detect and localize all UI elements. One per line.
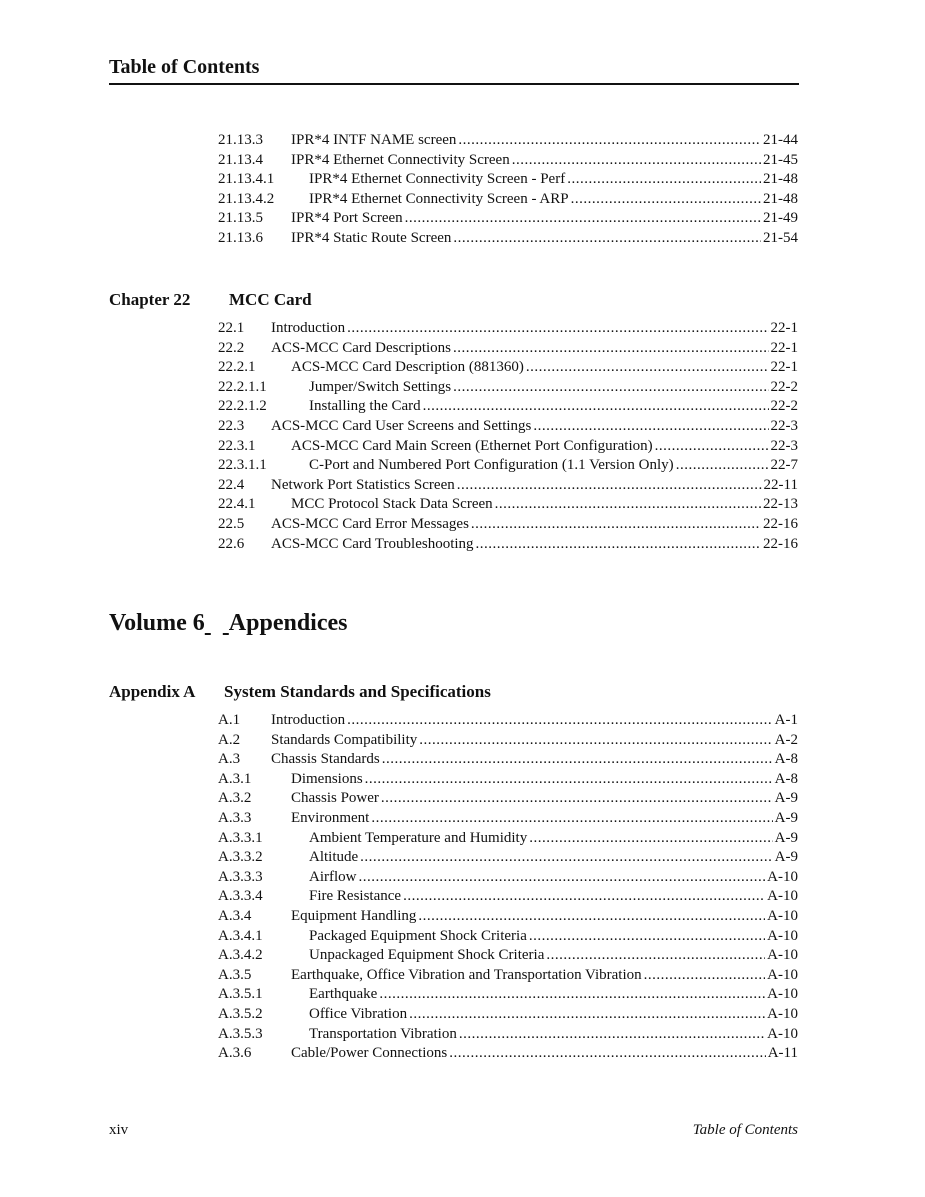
toc-entry-number: A.3.1	[218, 770, 252, 787]
dot-leader	[360, 848, 773, 868]
toc-entry-line	[291, 229, 798, 249]
dot-leader	[347, 711, 773, 731]
toc-entry-title: Transportation Vibration	[309, 1025, 457, 1042]
toc-entry-number: 22.4.1	[218, 496, 256, 513]
toc-entry-title: MCC Protocol Stack Data Screen	[291, 496, 493, 513]
toc-entry[interactable]	[218, 907, 798, 927]
chapter-name: MCC Card	[229, 290, 312, 309]
dot-leader	[495, 495, 761, 515]
dot-leader	[405, 209, 761, 229]
toc-entry-page: A-9	[774, 790, 798, 807]
toc-entry-title: IPR*4 Ethernet Connectivity Screen - ARP	[309, 190, 569, 207]
toc-entry-page: A-10	[767, 1025, 798, 1042]
toc-entry-number: A.3.3.2	[218, 849, 263, 866]
toc-entry-line	[309, 946, 798, 966]
toc-entry-line	[291, 1044, 798, 1064]
toc-entry-title: Introduction	[271, 712, 346, 728]
toc-entry-line	[291, 358, 798, 378]
dot-leader	[676, 456, 769, 476]
toc-entry-title: Network Port Statistics Screen	[271, 476, 455, 493]
toc-entry-page: A-10	[767, 927, 798, 944]
dot-leader	[453, 229, 761, 249]
toc-entry-line	[309, 397, 798, 417]
toc-entry-number: A.3	[218, 751, 241, 768]
toc-entry-line	[271, 339, 798, 359]
toc-entry-title: Introduction	[271, 320, 346, 336]
toc-entry-number: A.3.4.1	[218, 927, 263, 944]
toc-entry-line	[291, 131, 798, 151]
toc-entry-number: 22.2.1.1	[218, 378, 267, 395]
toc-entry-page: 21-45	[763, 151, 798, 168]
toc-entry-page: A-10	[767, 986, 798, 1003]
toc-entry-line	[309, 170, 798, 190]
header-rule	[109, 83, 799, 85]
dot-leader	[403, 887, 765, 907]
toc-block-chapter21	[218, 131, 798, 249]
toc-entry-title: IPR*4 Static Route Screen	[291, 229, 452, 246]
toc-entry-page: 22-1	[770, 320, 798, 336]
toc-entry[interactable]	[218, 339, 798, 359]
toc-entry-page: A-10	[767, 947, 798, 964]
dot-leader	[459, 1025, 765, 1045]
toc-entry[interactable]	[218, 887, 798, 907]
toc-entry-line	[271, 731, 798, 751]
toc-entry-line	[309, 378, 798, 398]
dot-leader	[379, 985, 765, 1005]
toc-entry-number: A.3.2	[218, 790, 252, 807]
toc-entry-line	[271, 535, 798, 555]
toc-entry-number: 22.1	[218, 320, 245, 336]
dot-leader	[347, 319, 768, 339]
toc-entry[interactable]	[218, 770, 798, 790]
toc-entry[interactable]	[218, 1025, 798, 1045]
toc-entry-title: Fire Resistance	[309, 888, 402, 905]
toc-entry-line	[291, 966, 798, 986]
toc-entry[interactable]	[218, 476, 798, 496]
toc-entry-number: A.3.5.1	[218, 986, 263, 1003]
toc-entry-title: ACS-MCC Card Descriptions	[271, 339, 451, 356]
toc-entry-number: 21.13.4.1	[218, 171, 275, 188]
toc-entry-number: 21.13.4.2	[218, 190, 275, 207]
toc-entry[interactable]	[218, 495, 798, 515]
toc-entry-title: Standards Compatibility	[271, 731, 418, 748]
toc-entry-title: Environment	[291, 809, 370, 826]
toc-entry-line	[309, 985, 798, 1005]
toc-entry[interactable]	[218, 378, 798, 398]
dot-leader	[359, 868, 766, 888]
toc-entry-line	[309, 456, 798, 476]
toc-entry-line	[291, 770, 798, 790]
toc-entry-page: 22-3	[770, 417, 798, 434]
toc-entry-number: A.3.5.3	[218, 1025, 263, 1042]
toc-entry[interactable]	[218, 437, 798, 457]
toc-entry-page: 22-1	[770, 339, 798, 356]
toc-entry-title: Chassis Standards	[271, 751, 380, 768]
toc-entry[interactable]	[218, 190, 798, 210]
toc-entry[interactable]	[218, 946, 798, 966]
dot-leader	[471, 515, 761, 535]
toc-entry-number: 22.4	[218, 476, 245, 493]
toc-entry-page: 21-48	[763, 190, 798, 207]
toc-entry-title: Airflow	[309, 868, 357, 885]
toc-entry-number: A.3.5	[218, 966, 252, 983]
dot-leader	[655, 437, 769, 457]
dot-leader	[567, 170, 761, 190]
dot-leader	[449, 1044, 765, 1064]
toc-entry-page: 22-2	[770, 378, 798, 395]
volume-label: Volume 6	[109, 610, 205, 636]
toc-entry-line	[271, 750, 798, 770]
toc-entry-page: 22-16	[763, 535, 798, 552]
footer-page-number: xiv	[109, 1122, 129, 1138]
toc-entry-title: Earthquake, Office Vibration and Transportation Vibration	[291, 966, 642, 983]
toc-entry-title: C-Port and Numbered Port Configuration (1.1 Version Only)	[309, 457, 674, 474]
toc-entry-title: Dimensions	[291, 770, 363, 787]
toc-entry[interactable]	[218, 151, 798, 171]
toc-entry-number: A.3.5.2	[218, 1005, 263, 1022]
toc-entry-number: A.3.3.1	[218, 829, 263, 846]
toc-entry-number: 21.13.6	[218, 229, 263, 246]
dot-leader	[382, 750, 773, 770]
dot-leader	[533, 417, 768, 437]
toc-entry-number: 22.2.1.2	[218, 398, 267, 415]
toc-entry-title: IPR*4 Ethernet Connectivity Screen - Perf	[309, 171, 566, 188]
dot-leader	[423, 397, 769, 417]
toc-entry-title: Office Vibration	[309, 1005, 408, 1022]
toc-entry-title: ACS-MCC Card Error Messages	[271, 515, 469, 532]
toc-entry-title: ACS-MCC Card Troubleshooting	[271, 535, 474, 552]
toc-entry-title: Chassis Power	[291, 790, 379, 807]
toc-entry-line	[271, 319, 798, 339]
footer-section-title: Table of Contents	[692, 1122, 798, 1138]
toc-entry-line	[309, 927, 798, 947]
toc-entry-line	[309, 887, 798, 907]
toc-entry[interactable]	[218, 417, 798, 437]
toc-entry[interactable]	[218, 809, 798, 829]
appendix-label: Appendix A	[109, 682, 196, 701]
dot-leader	[453, 378, 768, 398]
toc-entry-page: A-2	[774, 731, 798, 748]
dot-leader	[546, 946, 765, 966]
toc-entry[interactable]	[218, 829, 798, 849]
toc-entry-line	[271, 711, 798, 731]
toc-entry[interactable]	[218, 397, 798, 417]
toc-entry-title: ACS-MCC Card Main Screen (Ethernet Port Configuration)	[291, 437, 653, 454]
toc-entry[interactable]	[218, 966, 798, 986]
toc-entry-line	[291, 209, 798, 229]
dot-leader	[419, 731, 772, 751]
toc-entry-line	[309, 1005, 798, 1025]
dot-leader	[458, 131, 761, 151]
chapter-heading	[109, 290, 709, 312]
toc-entry-number: A.3.3.3	[218, 868, 263, 885]
toc-entry-title: Earthquake	[309, 986, 378, 1003]
toc-entry-page: A-9	[774, 809, 798, 826]
toc-entry-line	[309, 829, 798, 849]
dot-leader	[365, 770, 773, 790]
dot-leader	[644, 966, 766, 986]
toc-entry[interactable]	[218, 848, 798, 868]
toc-entry-line	[309, 868, 798, 888]
toc-entry-title: IPR*4 Port Screen	[291, 210, 403, 227]
toc-entry[interactable]	[218, 868, 798, 888]
volume-name: Appendices	[228, 610, 348, 636]
toc-entry-line	[291, 151, 798, 171]
toc-entry-page: 22-2	[770, 398, 798, 415]
toc-entry-number: 21.13.3	[218, 132, 263, 148]
toc-entry-number: 22.6	[218, 535, 245, 552]
toc-entry-title: Packaged Equipment Shock Criteria	[309, 927, 527, 944]
toc-entry[interactable]	[218, 131, 798, 151]
toc-entry-number: 21.13.5	[218, 210, 263, 227]
toc-entry-page: A-1	[774, 712, 798, 728]
toc-entry-page: 22-7	[770, 457, 798, 474]
toc-entry-line	[271, 417, 798, 437]
dot-leader	[529, 829, 772, 849]
toc-entry-number: A.3.4.2	[218, 947, 263, 964]
volume-heading	[109, 610, 347, 637]
toc-entry-number: 21.13.4	[218, 151, 263, 168]
toc-entry[interactable]	[218, 789, 798, 809]
appendix-name: System Standards and Specifications	[224, 682, 491, 701]
toc-entry-title: Ambient Temperature and Humidity	[309, 829, 528, 846]
toc-entry-number: A.3.3.4	[218, 888, 263, 905]
toc-entry-title: ACS-MCC Card Description (881360)	[291, 359, 524, 376]
toc-entry[interactable]	[218, 750, 798, 770]
dot-leader	[409, 1005, 765, 1025]
dot-leader	[381, 789, 773, 809]
toc-entry-title: IPR*4 INTF NAME screen	[291, 132, 457, 148]
chapter-label: Chapter 22	[109, 290, 191, 309]
dot-leader	[512, 151, 761, 171]
toc-block-chapter22	[218, 319, 798, 554]
toc-entry-page: 22-3	[770, 437, 798, 454]
toc-entry-number: 22.3	[218, 417, 245, 434]
toc-entry-number: 22.3.1	[218, 437, 256, 454]
toc-entry-number: A.1	[218, 712, 241, 728]
toc-entry-page: A-10	[767, 888, 798, 905]
dot-leader	[457, 476, 762, 496]
toc-entry-line	[291, 907, 798, 927]
toc-entry-number: A.3.4	[218, 907, 252, 924]
toc-entry[interactable]	[218, 229, 798, 249]
toc-entry-page: A-9	[774, 829, 798, 846]
toc-entry-line	[309, 190, 798, 210]
toc-entry[interactable]	[218, 731, 798, 751]
toc-entry[interactable]	[218, 209, 798, 229]
toc-entry-page: 21-49	[763, 210, 798, 227]
toc-entry-line	[291, 809, 798, 829]
toc-entry[interactable]	[218, 358, 798, 378]
toc-entry-page: 21-54	[763, 229, 798, 246]
toc-entry-line	[291, 495, 798, 515]
toc-entry-title: Equipment Handling	[291, 907, 417, 924]
dot-leader	[529, 927, 765, 947]
toc-entry-title: ACS-MCC Card User Screens and Settings	[271, 417, 532, 434]
toc-entry-page: 22-11	[763, 476, 798, 493]
page-header-title: Table of Contents	[109, 56, 260, 78]
toc-entry-number: 22.3.1.1	[218, 457, 267, 474]
toc-entry[interactable]	[218, 1005, 798, 1025]
toc-entry-page: A-8	[774, 751, 798, 768]
toc-entry[interactable]	[218, 1044, 798, 1064]
toc-block-appendix-a	[218, 711, 798, 1064]
toc-entry[interactable]	[218, 515, 798, 535]
toc-entry-number: A.3.3	[218, 809, 252, 826]
toc-entry-title: Unpackaged Equipment Shock Criteria	[309, 947, 545, 964]
toc-entry-line	[291, 789, 798, 809]
toc-entry-line	[271, 476, 798, 496]
dot-leader	[371, 809, 772, 829]
toc-entry-page: A-10	[767, 907, 798, 924]
toc-entry-page: 22-1	[770, 359, 798, 376]
toc-entry[interactable]	[218, 711, 798, 731]
dot-leader	[526, 358, 769, 378]
toc-entry[interactable]	[218, 535, 798, 555]
toc-entry-title: Cable/Power Connections	[291, 1045, 448, 1062]
dot-leader	[571, 190, 761, 210]
toc-entry-number: A.2	[218, 731, 241, 748]
toc-entry-line	[309, 848, 798, 868]
toc-entry-title: Installing the Card	[309, 398, 421, 415]
toc-entry-line	[309, 1025, 798, 1045]
toc-entry-page: A-10	[767, 966, 798, 983]
toc-entry-number: A.3.6	[218, 1045, 252, 1062]
toc-entry-page: A-8	[774, 770, 798, 787]
dot-leader	[453, 339, 769, 359]
toc-entry-number: 22.5	[218, 515, 245, 532]
dot-leader	[418, 907, 765, 927]
toc-entry[interactable]	[218, 927, 798, 947]
toc-entry[interactable]	[218, 985, 798, 1005]
toc-entry-number: 22.2.1	[218, 359, 256, 376]
toc-entry-page: A-10	[767, 868, 798, 885]
toc-entry-page: 21-44	[763, 132, 798, 148]
toc-entry[interactable]	[218, 170, 798, 190]
toc-entry-number: 22.2	[218, 339, 245, 356]
toc-entry-title: Altitude	[309, 849, 359, 866]
dot-leader	[476, 535, 761, 555]
toc-entry-page: 21-48	[763, 171, 798, 188]
toc-entry[interactable]	[218, 319, 798, 339]
toc-entry[interactable]	[218, 456, 798, 476]
toc-entry-title: IPR*4 Ethernet Connectivity Screen	[291, 151, 510, 168]
toc-entry-page: 22-13	[763, 496, 798, 513]
toc-entry-line	[291, 437, 798, 457]
toc-entry-line	[271, 515, 798, 535]
appendix-heading	[109, 682, 709, 704]
toc-entry-page: 22-16	[763, 515, 798, 532]
toc-entry-page: A-9	[774, 849, 798, 866]
toc-entry-title: Jumper/Switch Settings	[309, 378, 452, 395]
toc-entry-page: A-10	[767, 1005, 798, 1022]
toc-entry-page: A-11	[767, 1045, 798, 1062]
